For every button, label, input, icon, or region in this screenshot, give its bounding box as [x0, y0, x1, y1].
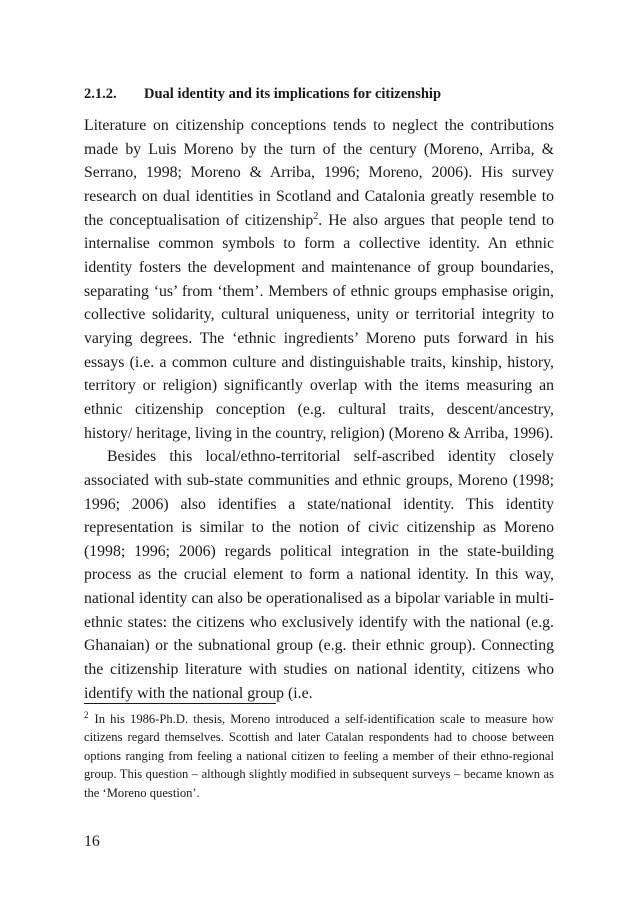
section-number: 2.1.2. [84, 86, 117, 102]
section-heading [84, 84, 554, 104]
footnote-number: 2 [84, 710, 89, 720]
main-text-block [84, 84, 554, 705]
page-number: 16 [84, 833, 100, 850]
body-paragraph-2: Besides this local/ethno-territorial self-ascribed identity closely associated with sub-state communities and ethnic groups, Moreno (1998; 1996; 2006) also identifies a state/national identity. This identity representation is similar to the notion of civic citizenship as Moreno (1998; 1996; 2006) regards political integration in the state-building process as the crucial element to form a national identity. In this way, national identity can also be operationalised as a bipolar variable in multi-ethnic states: the citizens who exclusively identify with the national (e.g. Ghanaian) or the subnational group (e.g. their ethnic group). Connecting the citizenship literature with studies on national identity, citizens who identify with the national group (i.e. [84, 448, 554, 702]
body-paragraph-1 [84, 114, 554, 445]
footnote-text: In his 1986-Ph.D. thesis, Moreno introduced a self-identification scale to measure how citizens regard themselves. Scottish and later Catalan respondents had to choose between options ranging from feeling a national citizen to feeling a member of their ethno-regional group. This question – although slightly modified in subsequent surveys – became known as the ‘Moreno question’. [84, 712, 554, 800]
footnote-divider [84, 703, 276, 704]
footnote-reference: 2 [313, 210, 319, 222]
paragraph-1-text-a: Literature on citizenship conceptions tends to neglect the contributions made by Luis Moreno by the turn of the century (Moreno, Arriba, & Serrano, 1998; Moreno & Arriba, 1996; Moreno, 2006). His survey research on dual identities in Scotland and Catalonia greatly resemble to the conceptualisation of citizenship [84, 117, 554, 229]
footnote [84, 710, 554, 802]
paragraph-1-text-b: . He also argues that people tend to internalise common symbols to form a collective identity. An ethnic identity fosters the development and maintenance of group boundaries, separating ‘us’ from ‘them’. Members of ethnic groups emphasise origin, collective solidarity, cultural uniqueness, unity or territorial integrity to varying degrees. The ‘ethnic ingredients’ Moreno puts forward in his essays (i.e. a common culture and distinguishable traits, kinship, history, territory or religion) significantly overlap with the items measuring an ethnic citizenship conception (e.g. cultural traits, descent/ancestry, history/ heritage, living in the country, religion) (Moreno & Arriba, 1996). [84, 211, 554, 442]
section-title: Dual identity and its implications for citizenship [144, 86, 442, 102]
